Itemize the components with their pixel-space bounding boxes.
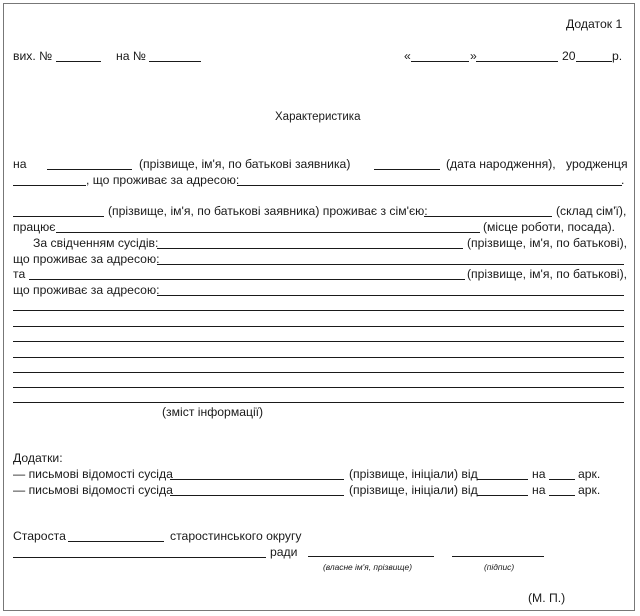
attachment-1-date-field[interactable] (477, 479, 528, 480)
period-mark: . (621, 173, 625, 187)
neighbor-1-address-label: що проживає за адресою: (13, 252, 160, 266)
attachment-1-name-field[interactable] (170, 479, 344, 480)
outgoing-number-label: вих. № (13, 49, 53, 63)
outgoing-number-field[interactable] (56, 61, 101, 62)
attachment-1-sheets-field[interactable] (549, 479, 575, 480)
neighbor-1-name-hint: (прізвище, ім'я, по батькові), (467, 236, 628, 250)
date-year-field[interactable] (576, 61, 612, 62)
attachment-2-sheets-label: арк. (578, 483, 601, 497)
workplace-hint: (місце роботи, посада). (483, 220, 616, 234)
date-day-field[interactable] (411, 61, 469, 62)
and-label: та (13, 267, 26, 281)
works-label: працює (13, 220, 56, 234)
date-month-field[interactable] (476, 61, 558, 62)
reply-to-number-label: на № (116, 49, 146, 63)
quote-open: « (404, 49, 411, 63)
applicant-name-field-2[interactable] (13, 216, 104, 217)
attachment-2-label: — письмові відомості сусіда (13, 483, 173, 497)
neighbor-2-name-field[interactable] (29, 279, 465, 280)
district-label: старостинського округу (170, 529, 302, 543)
workplace-field[interactable] (56, 232, 480, 233)
attachment-1-hint: (прізвище, ініціали) від (349, 467, 478, 481)
attachment-2-date-field[interactable] (477, 495, 528, 496)
neighbor-2-address-field[interactable] (157, 295, 624, 296)
birthplace-field[interactable] (13, 185, 86, 186)
content-line[interactable] (13, 402, 624, 403)
family-composition-field[interactable] (424, 216, 552, 217)
neighbors-testimony-label: За свідченням сусідів: (33, 236, 159, 250)
attachment-1-on: на (532, 467, 546, 481)
applicant-name-hint: (прізвище, ім'я, по батькові заявника) (139, 157, 351, 171)
council-label: ради (270, 545, 298, 559)
attachment-2-name-field[interactable] (170, 495, 344, 496)
native-of-label: уродженця (566, 157, 628, 171)
signer-name-hint: (власне ім'я, прізвище) (323, 562, 412, 572)
content-line[interactable] (13, 357, 624, 358)
signer-name-field[interactable] (308, 556, 434, 557)
council-name-field[interactable] (13, 557, 266, 558)
neighbor-2-name-hint: (прізвище, ім'я, по батькові), (467, 267, 628, 281)
on-label: на (13, 157, 27, 171)
neighbor-1-address-field[interactable] (157, 264, 624, 265)
attachment-1-sheets-label: арк. (578, 467, 601, 481)
birth-date-hint: (дата народження), (446, 157, 556, 171)
neighbor-1-name-field[interactable] (157, 248, 463, 249)
reply-to-number-field[interactable] (149, 61, 201, 62)
document-title: Характеристика (275, 111, 361, 123)
attachments-heading: Додатки: (13, 451, 63, 465)
content-line[interactable] (13, 387, 624, 388)
seal-mark: (М. П.) (528, 591, 566, 605)
head-district-field[interactable] (68, 541, 164, 542)
birth-date-field[interactable] (374, 169, 440, 170)
content-hint: (зміст інформації) (162, 405, 264, 419)
year-prefix: 20 (562, 49, 576, 63)
applicant-address-field[interactable] (237, 185, 622, 186)
attachment-1-label: — письмові відомості сусіда (13, 467, 173, 481)
year-suffix: р. (612, 49, 623, 63)
document-page (3, 3, 635, 611)
neighbor-2-address-label: що проживає за адресою: (13, 283, 160, 297)
content-line[interactable] (13, 341, 624, 342)
content-line[interactable] (13, 310, 624, 311)
annex-label: Додаток 1 (566, 17, 623, 31)
head-label: Староста (13, 529, 66, 543)
attachment-2-sheets-field[interactable] (549, 495, 575, 496)
lives-at-label: , що проживає за адресою: (86, 173, 240, 187)
content-line[interactable] (13, 326, 624, 327)
content-line[interactable] (13, 372, 624, 373)
signature-field[interactable] (452, 556, 544, 557)
attachment-2-on: на (532, 483, 546, 497)
attachment-2-hint: (прізвище, ініціали) від (349, 483, 478, 497)
quote-close: » (470, 49, 477, 63)
applicant-family-hint: (прізвище, ім'я, по батькові заявника) проживає з сім'єю: (108, 204, 428, 218)
family-hint: (склад сім'ї), (556, 204, 627, 218)
applicant-name-field[interactable] (47, 169, 132, 170)
signature-hint: (підпис) (484, 562, 515, 572)
